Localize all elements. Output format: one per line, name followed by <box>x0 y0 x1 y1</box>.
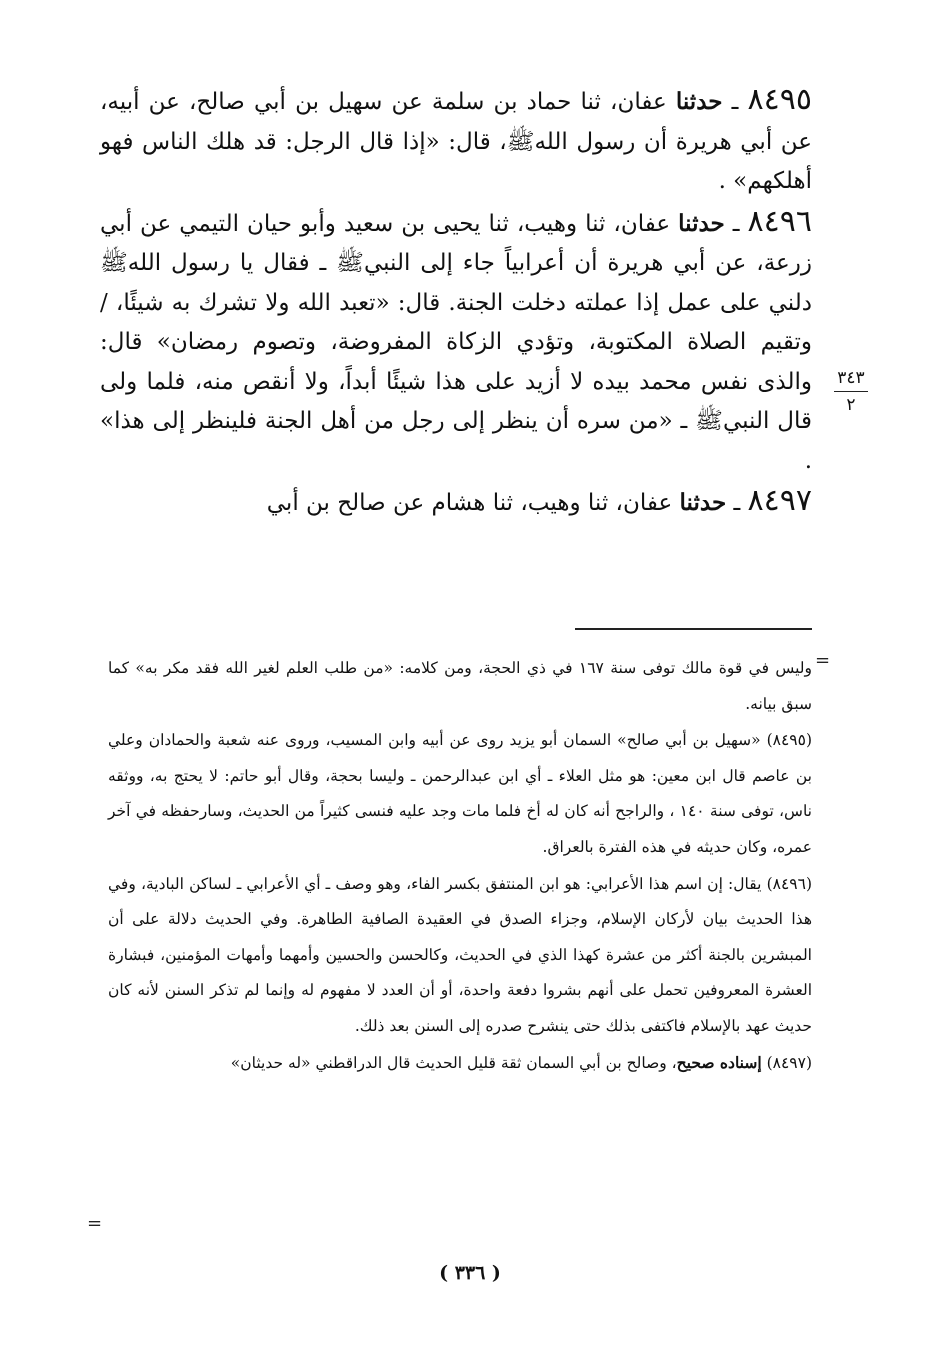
footnote-text: وليس في قوة مالك توفى سنة ١٦٧ في ذي الحجة، ومن كلامه: «من طلب العلم لغير الله فقد مكر به» كما سبق بيانه. <box>108 659 812 713</box>
hadith-number: ٨٤٩٧ <box>747 483 812 518</box>
hadith-dash: ـ <box>724 210 748 237</box>
footnote-text: ، وصالح بن أبي السمان ثقة قليل الحديث قال الدراقطني «له حديثان» <box>230 1053 677 1072</box>
footnote-ref: (٨٤٩٧) <box>761 1053 812 1072</box>
footnote-ref: (٨٤٩٦) <box>761 874 812 893</box>
hadith-number: ٨٤٩٥ <box>747 82 812 117</box>
footnote-8496 <box>108 866 812 1045</box>
footnote-8495 <box>108 722 812 865</box>
margin-ref-top: ٣٤٣ <box>837 368 865 388</box>
main-text <box>100 80 812 524</box>
footnotes <box>108 650 812 1081</box>
footnote-ref: (٨٤٩٥) <box>760 731 812 750</box>
hadith-lead: حدثنا <box>679 489 727 516</box>
hadith-dash: ـ <box>722 89 748 115</box>
continuation-mark-top: = <box>815 650 831 671</box>
hadith-dash: ـ <box>726 490 748 516</box>
hadith-lead: حدثنا <box>675 88 723 115</box>
margin-ref-rule <box>834 391 868 392</box>
hadith-8495 <box>100 80 812 202</box>
hadith-number: ٨٤٩٦ <box>747 203 812 239</box>
page-number: ( ٣٣٦ ) <box>439 1262 501 1284</box>
footnote-separator <box>575 628 812 630</box>
footnote-text: «سهيل بن أبي صالح» السمان أبو يزيد روى عن أبيه وابن المسيب، وروى عنه شعبة والحمادان وعلي بن عاصم قال ابن معين: هو مثل العلاء ـ أي ابن عبدالرحمن ـ وليسا بحجة، وقال أبو حاتم: لا يحتج به، ووثقه ناس، توفى سنة ١٤٠ ، والراجح أنه كان له أخ فلما مات وجد عليه فنسى كثيراً من الحديث، وسارحفظه في آخر عمره، وكان حديثه في هذه الفترة بالعراق. <box>108 731 812 856</box>
footnote-lead: إسناده صحيح <box>676 1052 762 1072</box>
footnote-continued <box>108 650 812 722</box>
hadith-8497 <box>100 481 812 524</box>
hadith-lead: حدثنا <box>678 209 725 237</box>
footnote-text: يقال: إن اسم هذا الأعرابي: هو ابن المنتفق بكسر الفاء، وهو وصف ـ أي الأعرابي ـ لساكن البادية، وفي هذا الحديث بيان لأركان الإسلام، وجزاء الصدق في العقيدة الصافية الطاهرة. وفي الحديث دلالة على أن المبشرين بالجنة أكثر من عشرة كهذا الذي في الحديث، وكالحسن والحسين وأمهما وأمهات المؤمنين، فبشارة العشرة المعروفين تحمل على أنهم بشروا دفعة واحدة، أو أن العدد لا مفهوم له وإنما لم تذكر السنن لأنه كان حديث عهد بالإسلام فاكتفى بذلك حتى ينشرح صدره إلى السنن بعد ذلك. <box>108 874 813 1035</box>
hadith-8496 <box>100 202 812 482</box>
footnote-8497 <box>108 1045 812 1082</box>
continuation-mark-bottom: = <box>87 1213 103 1234</box>
margin-ref-bottom: ٢ <box>846 395 856 415</box>
hadith-text: عفان، ثنا وهيب، ثنا يحيى بن سعيد وأبو حيان التيمي عن أبي زرعة، عن أبي هريرة أن أعرابياً جاء إلى النبيﷺ ـ فقال يا رسول اللهﷺ دلني على عمل إذا عملته دخلت الجنة. قال: «تعبد الله ولا تشرك به شيئًا، /وتقيم الصلاة المكتوبة، وتؤدي الزكاة المفروضة، وتصوم رمضان» قال: والذى نفس محمد بيده لا أزيد على هذا شيئًا أبداً، ولا أنقص منه، فلما ولى قال النبيﷺ ـ «من سره أن ينظر إلى رجل من أهل الجنة فلينظر إلى هذا» . <box>100 210 812 474</box>
hadith-text: عفان، ثنا وهيب، ثنا هشام عن صالح بن أبي <box>266 490 680 516</box>
hadith-text: عفان، ثنا حماد بن سلمة عن سهيل بن أبي صالح، عن أبيه، عن أبي هريرة أن رسول اللهﷺ، قال: «إذا قال الرجل: قد هلك الناس فهو أهلكهم» . <box>100 89 812 194</box>
margin-page-reference <box>830 368 872 415</box>
